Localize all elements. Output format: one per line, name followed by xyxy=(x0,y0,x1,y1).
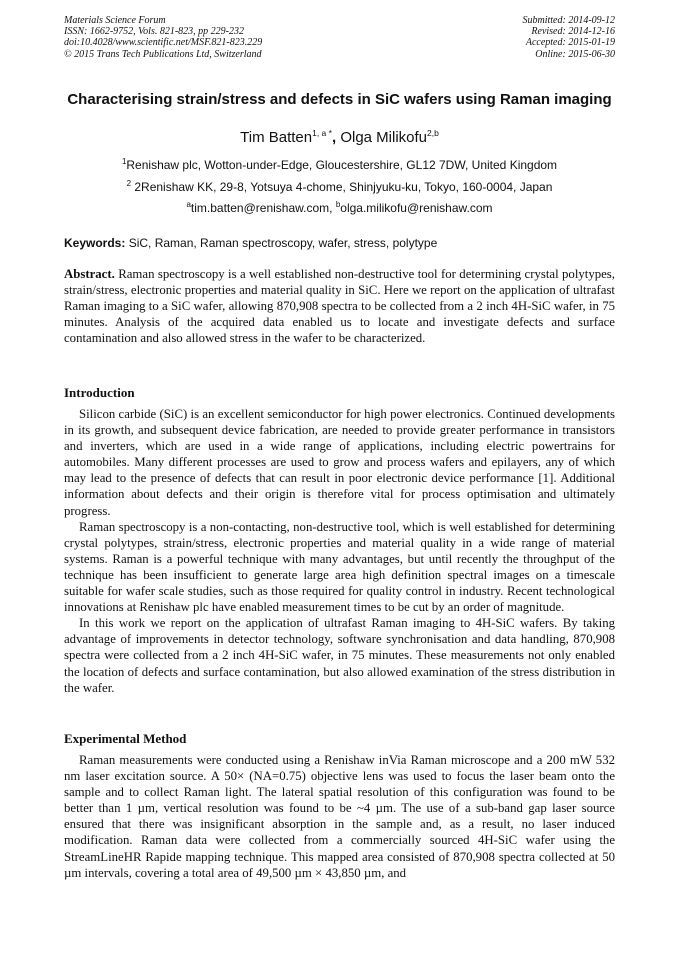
affiliation-text: 2Renishaw KK, 29-8, Yotsuya 4-chome, Shinjyuku-ku, Tokyo, 160-0004, Japan xyxy=(131,180,553,194)
keywords-label: Keywords: xyxy=(64,236,126,250)
abstract-label: Abstract. xyxy=(64,267,115,281)
author-superscript: 1, a * xyxy=(312,128,332,138)
section-heading-introduction: Introduction xyxy=(64,385,135,400)
affiliation-marker: 2 xyxy=(126,179,132,188)
abstract-text: Raman spectroscopy is a well established non-destructive tool for determining crystal polytypes, strain/stress, electronic properties and material quality in SiC. Here we report on the application of ultrafast Raman imaging to a SiC wafer, allowing 870,908 spectra to be collected from a 2 inch 4H-SiC wafer, in 75 minutes. Analysis of the acquired data enabled us to locate and investigate defects and surface contamination and also allowed stress in the wafer to be characterized. xyxy=(64,267,615,346)
journal-copyright: © 2015 Trans Tech Publications Ltd, Switzerland xyxy=(64,48,262,60)
affiliation-1 xyxy=(64,158,615,172)
affiliation-text: Renishaw plc, Wotton-under-Edge, Gloucestershire, GL12 7DW, United Kingdom xyxy=(126,158,558,172)
affiliation-2 xyxy=(64,180,615,194)
journal-doi: doi:10.4028/www.scientific.net/MSF.821-823.229 xyxy=(64,37,263,49)
date-online: Online: 2015-06-30 xyxy=(535,48,615,60)
journal-name: Materials Science Forum xyxy=(64,15,166,26)
section-heading-experimental: Experimental Method xyxy=(64,731,187,746)
email-marker: a xyxy=(186,200,191,209)
paragraph: Raman measurements were conducted using a Renishaw inVia Raman microscope and a 200 mW 532 nm laser excitation source. A 50× (NA=0.75) objective lens was used to focus the laser beam onto the sample and to collect Raman light. The lateral spatial resolution of this configuration was found to be better than 1 µm, vertical resolution was found to be ~4 µm. The use of a sub-band gap laser source ensured that there was insignificant absorption in the sample and, as a result, no laser induced modification. Raman data were collected from a commercially sourced 4H-SiC wafer using the StreamLineHR Rapide mapping technique. This mapped area consisted of 870,908 spectra collected at 50 µm intervals, covering a total area of 49,500 µm × 43,850 µm, and xyxy=(64,753,615,880)
date-submitted: Submitted: 2014-09-12 xyxy=(522,15,615,26)
author-list xyxy=(64,129,615,147)
author-emails xyxy=(64,201,615,215)
author-name: Tim Batten xyxy=(240,129,313,146)
paragraph: Silicon carbide (SiC) is an excellent semiconductor for high power electronics. Continued developments in its growth, and subsequent device fabrication, are needed to provide greater performance in transistors and inverters, which are used in a wide range of applications, including electric powertrains for automobiles. Many different processes are used to grow and process wafers and epilayers, any of which may lead to the presence of defects that can result in poor electronic device performance [1]. Additional information about defects and their origin is therefore vital for process optimisation and ultimately progress. xyxy=(64,407,615,518)
paragraph: Raman spectroscopy is a non-contacting, non-destructive tool, which is well established for determining crystal polytypes, strain/stress, electronic properties and material quality in a wide range of material systems. Raman is a powerful technique with many advantages, but until recently the throughput of the technique has been insufficient to generate large area high definition spectral images on a timescale suitable for wafer scale studies, such as those required for quality control in industry. Recent technological innovations at Renishaw plc have enabled measurement times to be cut by an order of magnitude. xyxy=(64,519,615,615)
experimental-section xyxy=(64,752,615,881)
date-revised: Revised: 2014-12-16 xyxy=(531,26,615,38)
journal-issn: ISSN: 1662-9752, Vols. 821-823, pp 229-232 xyxy=(64,26,244,38)
introduction-section xyxy=(64,406,615,696)
publication-dates xyxy=(523,15,616,60)
abstract xyxy=(64,266,615,346)
email-link[interactable]: tim.batten@renishaw.com, xyxy=(190,201,336,215)
affiliation-marker: 1 xyxy=(121,157,127,166)
paragraph: In this work we report on the application of ultrafast Raman imaging to 4H-SiC wafers. By taking advantage of improvements in detector technology, software synchronisation and data handling, 870,908 spectra were collected from a 2 inch 4H-SiC wafer, in 75 minutes. These measurements not only enabled the location of defects and surface contamination, but also allowed examination of the stress distribution in the wafer. xyxy=(64,616,615,695)
paper-title: Characterising strain/stress and defects in SiC wafers using Raman imaging xyxy=(67,91,612,108)
email-marker: b xyxy=(335,200,341,209)
author-name: Olga Milikofu xyxy=(340,129,428,146)
author-superscript: 2,b xyxy=(427,128,439,138)
journal-info xyxy=(64,15,262,60)
keywords-text: SiC, Raman, Raman spectroscopy, wafer, stress, polytype xyxy=(125,236,438,250)
keywords xyxy=(64,236,615,250)
email-link[interactable]: olga.milikofu@renishaw.com xyxy=(340,201,493,215)
author-separator: , xyxy=(331,129,341,146)
date-accepted: Accepted: 2015-01-19 xyxy=(525,37,615,49)
